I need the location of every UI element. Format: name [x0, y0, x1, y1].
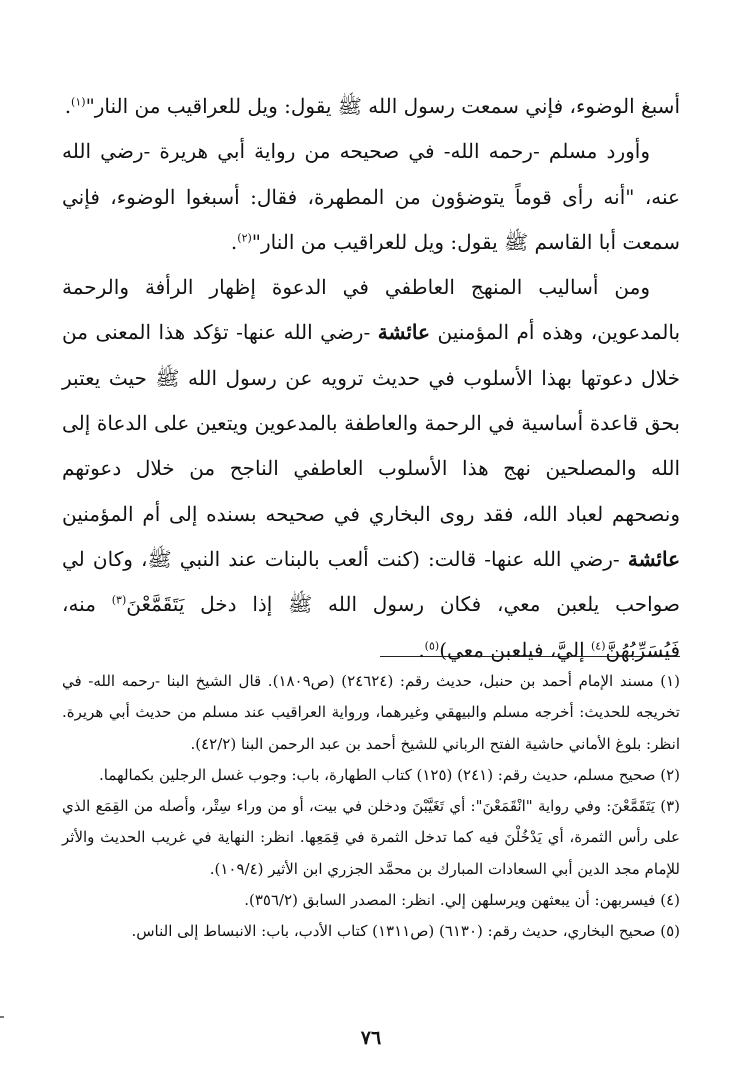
paragraph-3	[62, 265, 680, 673]
paragraph-3-part-a: ومن أساليب المنهج العاطفي في الدعوة إظهار الرأفة والرحمة بالمدعوين، وهذه أم المؤمنين	[62, 275, 681, 345]
name-aisha-2: عائشة	[627, 546, 681, 571]
paragraph-2-text: وأورد مسلم -رحمه الله- في صحيحه من رواية أبي هريرة -رضي الله عنه، "أنه رأى قوماً يتوضؤون من المطهرة، فقال: أسبغوا الوضوء، فإني سمعت أبا القاسم ﷺ يقول: ويل للعراقيب من النار"	[62, 139, 680, 254]
footnote-ref-4: (٤)	[591, 638, 606, 652]
footnote-5: (٥) صحيح البخاري، حديث رقم: (٦١٣٠) (ص١٣١١) كتاب الأدب، باب: الانبساط إلى الناس.	[131, 922, 680, 941]
paragraph-1-text: أسبغ الوضوء، فإني سمعت رسول الله ﷺ يقول: ويل للعراقيب من النار"	[85, 94, 680, 118]
footnote-ref-2: (٢)	[237, 231, 252, 245]
main-text	[62, 84, 680, 673]
footnote-ref-3: (٣)	[111, 593, 127, 607]
footnote-3: (٣) يَتَقَمَّعْنَ: وفي رواية "انْقَمَعْنَ": أي تَغَيَّبْنَ ودخلن في بيت، أو من وراء سِتْر، وأصله من القِمَع الذي على رأس الثمرة، أي يَدْخُلْنَ فيه كما تدخل الثمرة في قِمَعِها. انظر: النهاية في غريب الحديث والأثر للإمام مجد الدين أبي السعادات المبارك بن محمَّد الجزري ابن الأثير (١٠٩/٤).	[62, 797, 680, 878]
paragraph-1	[62, 84, 680, 129]
footnote-ref-1: (١)	[71, 95, 86, 109]
footnote-4: (٤) فيسربهن: أن يبعثهن ويرسلهن إلي. انظر: المصدر السابق (٣٥٦/٢).	[244, 891, 680, 910]
footnote-separator	[380, 656, 680, 657]
margin-mark	[0, 1016, 4, 1018]
name-aisha-1: عائشة	[377, 320, 430, 345]
footnotes	[62, 666, 680, 948]
paragraph-3-part-b: -رضي الله عنها- تؤكد هذا المعنى من خلال دعوتها بهذا الأسلوب في حديث ترويه عن رسول الله ﷺ حيث يعتبر بحق قاعدة أساسية في الرحمة والعاطفة بالمدعوين ويتعين على الدعاة إلى الله والمصلحين نهج هذا الأسلوب العاطفي الناجح من خلال دعوتهم ونصحهم لعباد الله، فقد روى البخاري في صحيحه بسنده إلى أم المؤمنين	[62, 320, 680, 526]
paragraph-1-end: .	[64, 94, 72, 118]
paragraph-3-part-c: -رضي الله عنها- قالت: (كنت ألعب بالبنات عند النبي ﷺ، وكان لي صواحب يلعبن معي، فكان رسول الله ﷺ إذا دخل يَتَقَمَّعْنَ	[62, 546, 681, 617]
footnote-1: (١) مسند الإمام أحمد بن حنبل، حديث رقم: (٢٤٦٢٤) (ص١٨٠٩). قال الشيخ البنا -رحمه الله- في تخريجه للحديث: أخرجه مسلم والبيهقي وغيرهما، ورواية العراقيب عند مسلم من حديث أبي هريرة. انظر: بلوغ الأماني حاشية الفتح الرباني للشيخ أحمد بن عبد الرحمن البنا (٤٢/٢).	[62, 672, 681, 753]
paragraph-2-end: .	[230, 229, 238, 254]
page-number: ٧٦	[360, 1027, 382, 1049]
footnote-ref-5: (٥)	[424, 638, 440, 652]
paragraph-3-part-d: منه، فَيُسَرِّبُهُنَّ	[62, 592, 680, 662]
paragraph-2	[62, 129, 680, 265]
paragraph-3-part-e: إليَّ، فيلعبن معي)	[439, 637, 585, 662]
paragraph-3-end: .	[418, 637, 425, 662]
footnote-2: (٢) صحيح مسلم، حديث رقم: (٢٤١) (١٢٥) كتاب الطهارة، باب: وجوب غسل الرجلين بكمالهما.	[99, 765, 680, 784]
